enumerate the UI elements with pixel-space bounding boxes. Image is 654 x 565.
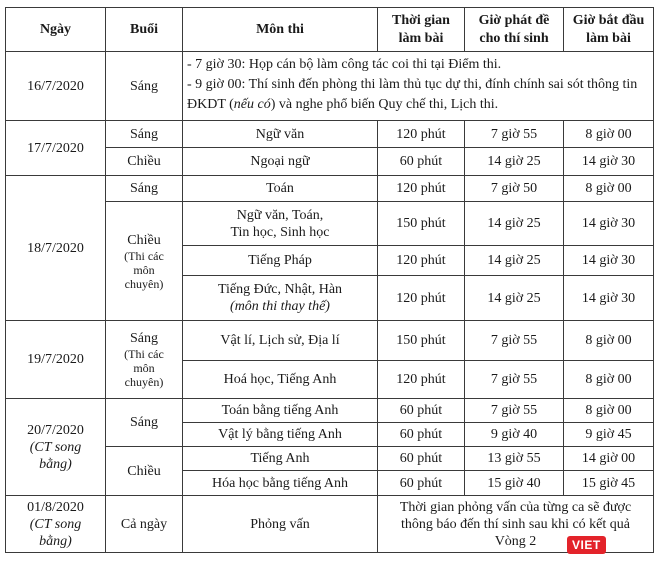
start-cell: 14 giờ 30	[564, 246, 654, 276]
date-cell: 18/7/2020	[6, 176, 106, 321]
header-session: Buổi	[106, 8, 183, 52]
subject-cell: Toán bằng tiếng Anh	[183, 399, 378, 423]
duration-cell: 120 phút	[378, 276, 465, 321]
session-cell: Chiều	[106, 148, 183, 176]
start-cell: 8 giờ 00	[564, 321, 654, 361]
hand-out-cell: 7 giờ 55	[465, 399, 564, 423]
subject-cell: Toán	[183, 176, 378, 202]
subject-cell: Ngữ văn, Toán, Tin học, Sinh học	[183, 202, 378, 246]
start-cell: 8 giờ 00	[564, 361, 654, 399]
start-cell: 9 giờ 45	[564, 423, 654, 447]
table-row	[6, 321, 654, 361]
start-cell: 14 giờ 30	[564, 202, 654, 246]
start-cell: 14 giờ 30	[564, 148, 654, 176]
hand-out-cell: 7 giờ 55	[465, 321, 564, 361]
subject-cell: Ngoại ngữ	[183, 148, 378, 176]
exam-schedule-table	[5, 7, 654, 553]
duration-cell: 60 phút	[378, 423, 465, 447]
table-row	[6, 496, 654, 553]
hand-out-cell: 9 giờ 40	[465, 423, 564, 447]
session-cell: Sáng	[106, 52, 183, 121]
subject-cell: Tiếng Anh	[183, 447, 378, 471]
hand-out-cell: 14 giờ 25	[465, 276, 564, 321]
orientation-note: - 7 giờ 30: Họp cán bộ làm công tác coi thi tại Điểm thi. - 9 giờ 00: Thí sinh đến phòng thi làm thủ tục dự thi, đính chính sai sót thông tin ĐKDT (nếu có) và nghe phổ biến Quy chế thi, Lịch thi.	[183, 52, 654, 121]
session-cell: Sáng	[106, 121, 183, 148]
header-row	[6, 8, 654, 52]
hand-out-cell: 7 giờ 50	[465, 176, 564, 202]
date-cell: 19/7/2020	[6, 321, 106, 399]
subject-cell: Hoá học, Tiếng Anh	[183, 361, 378, 399]
table-row	[6, 399, 654, 423]
start-cell: 14 giờ 00	[564, 447, 654, 471]
table-row	[6, 52, 654, 121]
subject-cell: Phỏng vấn	[183, 496, 378, 553]
subject-cell: Hóa học bằng tiếng Anh	[183, 471, 378, 496]
duration-cell: 120 phút	[378, 176, 465, 202]
header-start-time: Giờ bắt đầu làm bài	[564, 8, 654, 52]
duration-cell: 150 phút	[378, 321, 465, 361]
session-cell: Sáng	[106, 399, 183, 447]
date-cell: 01/8/2020 (CT song bằng)	[6, 496, 106, 553]
subject-cell: Ngữ văn	[183, 121, 378, 148]
duration-cell: 120 phút	[378, 246, 465, 276]
interview-note: Thời gian phỏng vấn của từng ca sẽ được thông báo đến thí sinh sau khi có kết quả Vòng 2	[378, 496, 654, 553]
start-cell: 14 giờ 30	[564, 276, 654, 321]
duration-cell: 60 phút	[378, 471, 465, 496]
session-cell: Chiều (Thi các môn chuyên)	[106, 202, 183, 321]
subject-cell: Vật lý bằng tiếng Anh	[183, 423, 378, 447]
hand-out-cell: 13 giờ 55	[465, 447, 564, 471]
session-cell: Sáng (Thi các môn chuyên)	[106, 321, 183, 399]
subject-cell: Vật lí, Lịch sử, Địa lí	[183, 321, 378, 361]
start-cell: 8 giờ 00	[564, 399, 654, 423]
date-cell: 20/7/2020 (CT song bằng)	[6, 399, 106, 496]
start-cell: 8 giờ 00	[564, 176, 654, 202]
duration-cell: 150 phút	[378, 202, 465, 246]
hand-out-cell: 15 giờ 40	[465, 471, 564, 496]
start-cell: 8 giờ 00	[564, 121, 654, 148]
table-row	[6, 176, 654, 202]
duration-cell: 120 phút	[378, 121, 465, 148]
hand-out-cell: 14 giờ 25	[465, 202, 564, 246]
duration-cell: 60 phút	[378, 148, 465, 176]
viet-watermark-logo: VIET	[567, 536, 606, 554]
header-hand-out-time: Giờ phát đề cho thí sinh	[465, 8, 564, 52]
duration-cell: 60 phút	[378, 399, 465, 423]
start-cell: 15 giờ 45	[564, 471, 654, 496]
session-cell: Cả ngày	[106, 496, 183, 553]
table-row	[6, 121, 654, 148]
hand-out-cell: 14 giờ 25	[465, 148, 564, 176]
duration-cell: 120 phút	[378, 361, 465, 399]
hand-out-cell: 7 giờ 55	[465, 121, 564, 148]
header-date: Ngày	[6, 8, 106, 52]
session-cell: Sáng	[106, 176, 183, 202]
subject-cell: Tiếng Pháp	[183, 246, 378, 276]
subject-cell: Tiếng Đức, Nhật, Hàn (môn thi thay thế)	[183, 276, 378, 321]
date-cell: 17/7/2020	[6, 121, 106, 176]
session-cell: Chiều	[106, 447, 183, 496]
date-cell: 16/7/2020	[6, 52, 106, 121]
header-duration: Thời gian làm bài	[378, 8, 465, 52]
hand-out-cell: 14 giờ 25	[465, 246, 564, 276]
hand-out-cell: 7 giờ 55	[465, 361, 564, 399]
header-subject: Môn thi	[183, 8, 378, 52]
duration-cell: 60 phút	[378, 447, 465, 471]
